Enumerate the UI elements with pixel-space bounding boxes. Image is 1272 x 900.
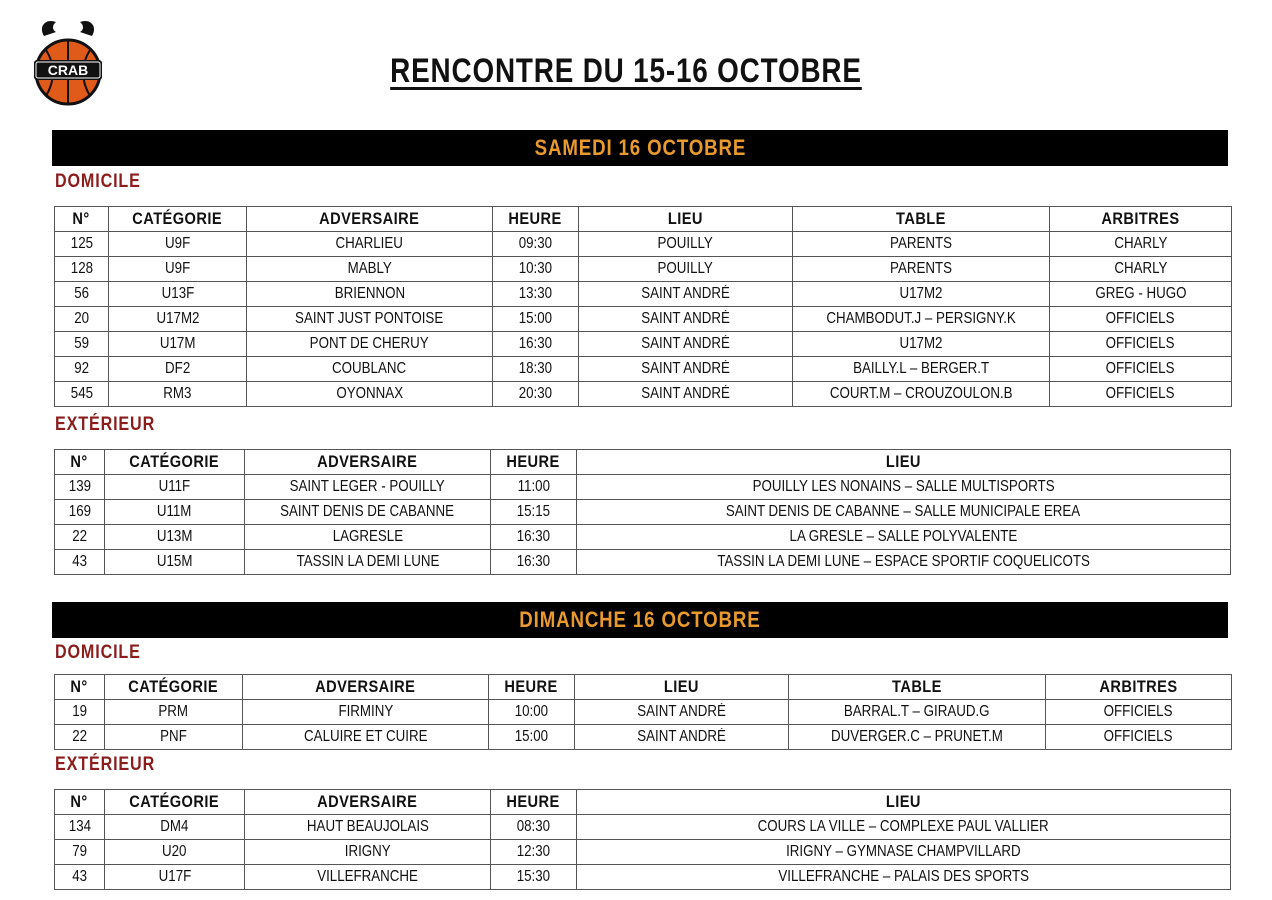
table-row [55,332,1232,357]
column-header: HEURE [491,450,577,475]
table-cell: 13:30 [493,282,579,307]
sunday-away-table [54,789,1231,890]
table-cell: IRIGNY [245,840,491,865]
table-cell: OFFICIELS [1050,307,1232,332]
table-cell: COURT.M – CROUZOULON.B [793,382,1050,407]
table-cell: PRM [105,700,243,725]
table-cell: U13M [105,525,245,550]
column-header: LIEU [579,207,793,232]
table-cell: U17M2 [793,332,1050,357]
table-row [55,500,1231,525]
table-row [55,840,1231,865]
table-cell: U17M [109,332,247,357]
table-cell: SAINT ANDRÉ [579,382,793,407]
table-cell: 15:15 [491,500,577,525]
table-row [55,725,1232,750]
column-header: LIEU [577,450,1231,475]
table-cell: U11F [105,475,245,500]
table-cell: IRIGNY – GYMNASE CHAMPVILLARD [577,840,1231,865]
table-cell: U11M [105,500,245,525]
column-header: HEURE [493,207,579,232]
table-cell: 59 [55,332,109,357]
table-cell: U17M2 [109,307,247,332]
sunday-home-label: DOMICILE [55,642,141,663]
table-header-row [55,207,1232,232]
saturday-away-label: EXTÉRIEUR [55,414,156,435]
table-cell: 20:30 [493,382,579,407]
saturday-home-table [54,206,1232,407]
table-cell: 18:30 [493,357,579,382]
table-cell: OFFICIELS [1050,382,1232,407]
table-cell: 92 [55,357,109,382]
column-header: ADVERSAIRE [245,790,491,815]
table-cell: 22 [55,725,105,750]
table-cell: 15:00 [493,307,579,332]
table-cell: U9F [109,257,247,282]
table-cell: BAILLY.L – BERGER.T [793,357,1050,382]
table-cell: U9F [109,232,247,257]
table-cell: 10:00 [489,700,575,725]
column-header: ARBITRES [1050,207,1232,232]
table-cell: CHARLIEU [247,232,493,257]
column-header: LIEU [575,675,789,700]
table-cell: SAINT ANDRÉ [575,725,789,750]
table-cell: OFFICIELS [1046,700,1232,725]
table-cell: POUILLY [579,232,793,257]
table-cell: CHARLY [1050,257,1232,282]
table-cell: DM4 [105,815,245,840]
club-logo [30,16,106,108]
table-cell: POUILLY LES NONAINS – SALLE MULTISPORTS [577,475,1231,500]
table-cell: DF2 [109,357,247,382]
table-cell: 128 [55,257,109,282]
table-cell: SAINT ANDRÉ [575,700,789,725]
table-cell: OFFICIELS [1046,725,1232,750]
table-header-row [55,450,1231,475]
table-cell: PNF [105,725,243,750]
table-cell: 15:30 [491,865,577,890]
svg-text:CRAB: CRAB [47,62,89,78]
column-header: ADVERSAIRE [245,450,491,475]
sunday-away-label: EXTÉRIEUR [55,754,156,775]
table-header-row [55,675,1232,700]
table-cell: 09:30 [493,232,579,257]
table-cell: LAGRESLE [245,525,491,550]
column-header: HEURE [489,675,575,700]
table-cell: VILLEFRANCHE – PALAIS DES SPORTS [577,865,1231,890]
table-cell: BRIENNON [247,282,493,307]
table-cell: SAINT ANDRÉ [579,332,793,357]
table-cell: POUILLY [579,257,793,282]
table-row [55,282,1232,307]
table-cell: PARENTS [793,257,1050,282]
table-cell: 08:30 [491,815,577,840]
column-header: N° [55,675,105,700]
column-header: N° [55,207,109,232]
table-cell: 12:30 [491,840,577,865]
table-cell: SAINT JUST PONTOISE [247,307,493,332]
table-row [55,382,1232,407]
table-cell: COURS LA VILLE – COMPLEXE PAUL VALLIER [577,815,1231,840]
table-cell: RM3 [109,382,247,407]
table-cell: SAINT DENIS DE CABANNE [245,500,491,525]
table-row [55,865,1231,890]
table-row [55,525,1231,550]
table-cell: U13F [109,282,247,307]
saturday-banner: SAMEDI 16 OCTOBRE [52,130,1228,166]
saturday-away-table [54,449,1231,575]
column-header: ADVERSAIRE [243,675,489,700]
table-cell: 11:00 [491,475,577,500]
table-cell: PARENTS [793,232,1050,257]
column-header: ADVERSAIRE [247,207,493,232]
table-cell: OFFICIELS [1050,332,1232,357]
table-cell: U15M [105,550,245,575]
table-cell: OYONNAX [247,382,493,407]
table-cell: 169 [55,500,105,525]
table-cell: SAINT ANDRÉ [579,357,793,382]
table-cell: COUBLANC [247,357,493,382]
table-cell: OFFICIELS [1050,357,1232,382]
column-header: N° [55,450,105,475]
table-cell: VILLEFRANCHE [245,865,491,890]
table-cell: LA GRESLE – SALLE POLYVALENTE [577,525,1231,550]
table-cell: 134 [55,815,105,840]
table-row [55,550,1231,575]
table-row [55,357,1232,382]
table-row [55,815,1231,840]
sunday-banner: DIMANCHE 16 OCTOBRE [52,602,1228,638]
table-cell: CHARLY [1050,232,1232,257]
column-header: LIEU [577,790,1231,815]
table-row [55,257,1232,282]
column-header: CATÉGORIE [105,675,243,700]
table-cell: U20 [105,840,245,865]
table-cell: SAINT ANDRÉ [579,307,793,332]
column-header: CATÉGORIE [105,790,245,815]
table-cell: U17M2 [793,282,1050,307]
table-cell: 79 [55,840,105,865]
page-title: RENCONTRE DU 15-16 OCTOBRE [390,52,862,90]
saturday-home-label: DOMICILE [55,171,141,192]
column-header: TABLE [789,675,1046,700]
table-cell: 16:30 [493,332,579,357]
table-cell: MABLY [247,257,493,282]
table-cell: SAINT ANDRÉ [579,282,793,307]
table-cell: U17F [105,865,245,890]
table-row [55,700,1232,725]
column-header: N° [55,790,105,815]
column-header: CATÉGORIE [109,207,247,232]
table-cell: 20 [55,307,109,332]
table-cell: 139 [55,475,105,500]
column-header: TABLE [793,207,1050,232]
table-cell: 19 [55,700,105,725]
table-row [55,307,1232,332]
table-cell: 545 [55,382,109,407]
table-cell: FIRMINY [243,700,489,725]
table-cell: DUVERGER.C – PRUNET.M [789,725,1046,750]
table-cell: PONT DE CHERUY [247,332,493,357]
table-cell: BARRAL.T – GIRAUD.G [789,700,1046,725]
table-row [55,232,1232,257]
column-header: ARBITRES [1046,675,1232,700]
column-header: CATÉGORIE [105,450,245,475]
sunday-home-table [54,674,1232,750]
table-cell: 16:30 [491,550,577,575]
table-cell: 43 [55,865,105,890]
table-cell: 10:30 [493,257,579,282]
table-cell: 125 [55,232,109,257]
table-cell: 16:30 [491,525,577,550]
table-header-row [55,790,1231,815]
table-cell: SAINT LEGER - POUILLY [245,475,491,500]
table-cell: HAUT BEAUJOLAIS [245,815,491,840]
table-cell: TASSIN LA DEMI LUNE [245,550,491,575]
table-cell: 43 [55,550,105,575]
table-cell: TASSIN LA DEMI LUNE – ESPACE SPORTIF COQUELICOTS [577,550,1231,575]
table-cell: SAINT DENIS DE CABANNE – SALLE MUNICIPALE EREA [577,500,1231,525]
table-cell: 15:00 [489,725,575,750]
column-header: HEURE [491,790,577,815]
table-cell: CALUIRE ET CUIRE [243,725,489,750]
table-row [55,475,1231,500]
table-cell: 56 [55,282,109,307]
table-cell: 22 [55,525,105,550]
table-cell: GREG - HUGO [1050,282,1232,307]
table-cell: CHAMBODUT.J – PERSIGNY.K [793,307,1050,332]
